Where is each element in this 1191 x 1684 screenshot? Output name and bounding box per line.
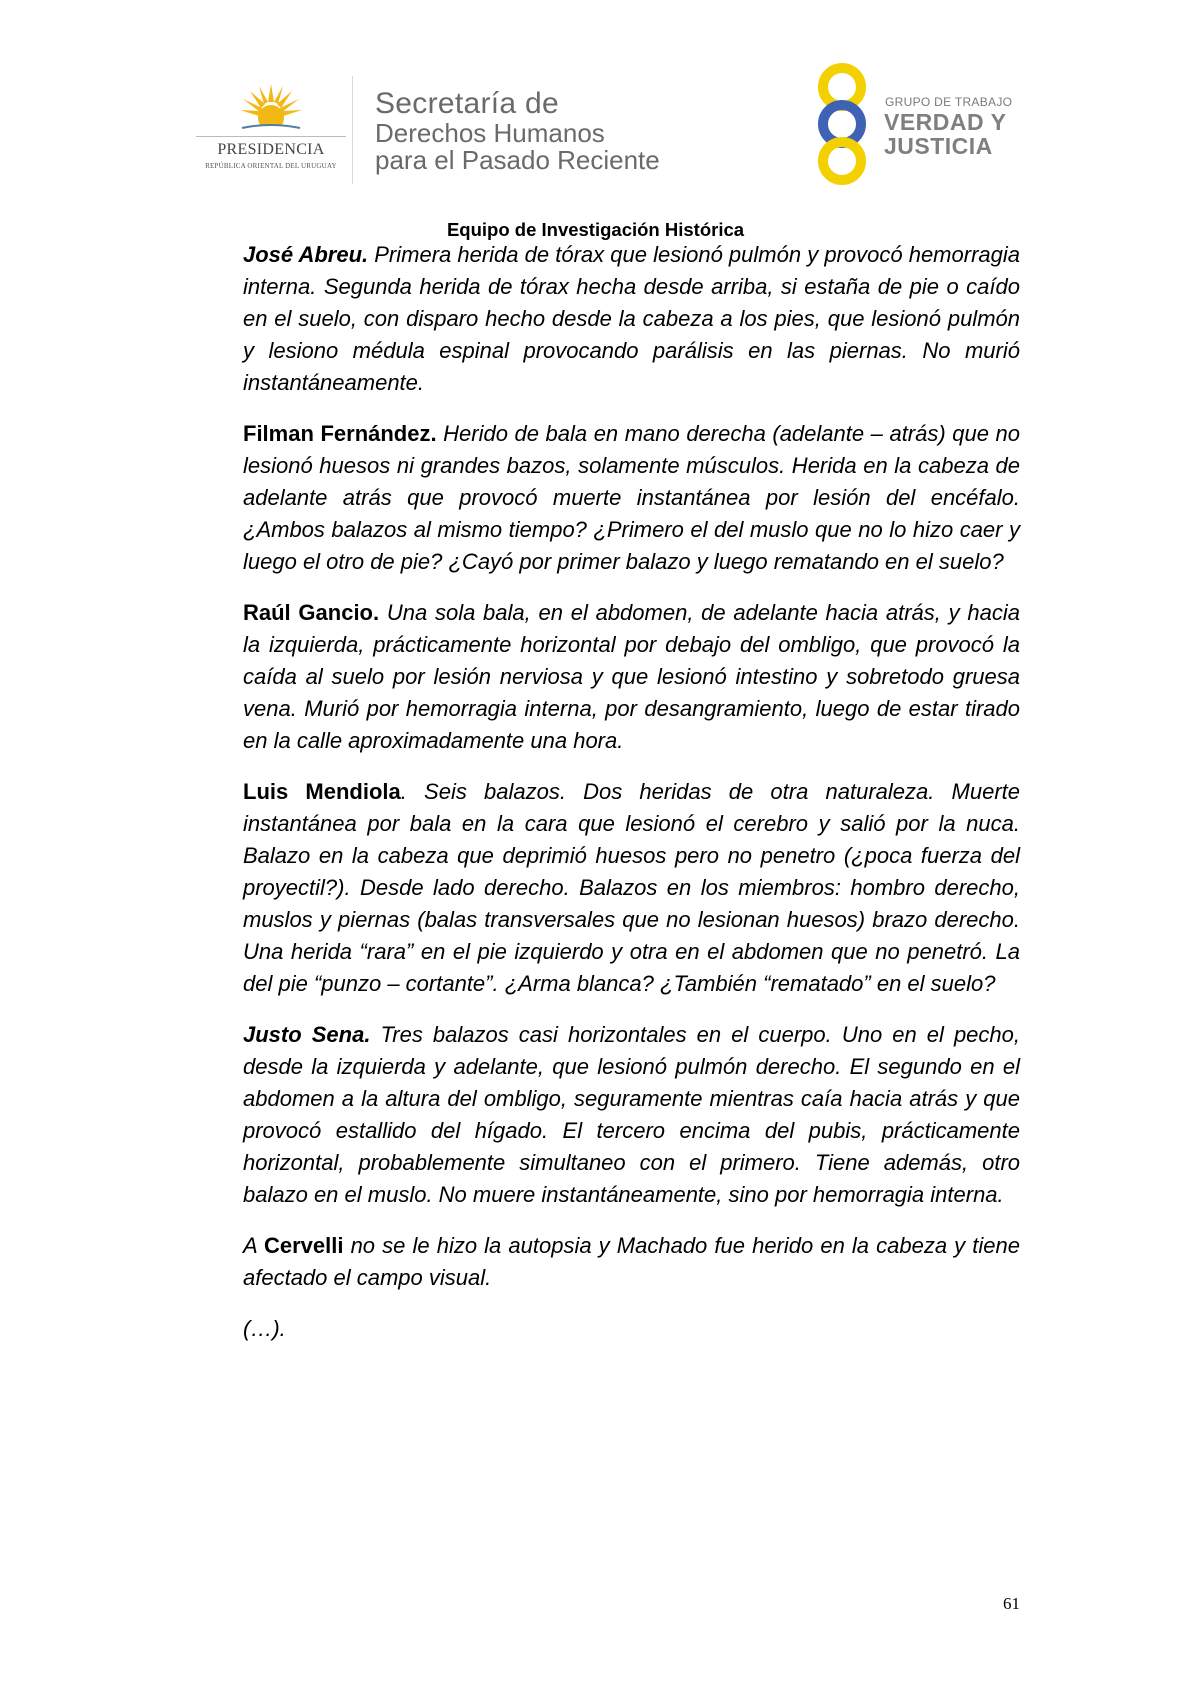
grupo-title-line-2: JUSTICIA (884, 133, 993, 159)
page-header (0, 0, 1191, 215)
page-number: 61 (1003, 1594, 1020, 1613)
person-name: Filman Fernández. (243, 421, 437, 446)
secretaria-logo (375, 88, 660, 174)
paragraph-fernandez (243, 418, 1020, 578)
paragraph-cervelli (243, 1230, 1020, 1294)
paragraph-mendiola (243, 776, 1020, 1000)
grupo-verdad-justicia-logo (807, 62, 1027, 187)
paragraph-text: no se le hizo la autopsia y Machado fue herido en la cabeza y tiene afectado el campo visual. (243, 1233, 1020, 1290)
person-name: Raúl Gancio. (243, 600, 380, 625)
paragraph-gancio (243, 597, 1020, 757)
grupo-title-line-1: VERDAD Y (884, 109, 1007, 135)
presidencia-logo (196, 82, 346, 182)
person-name: Luis Mendiola (243, 779, 401, 804)
linked-rings-icon (807, 62, 877, 187)
sun-icon (238, 82, 304, 136)
paragraph-text: Tres balazos casi horizontales en el cuerpo. Uno en el pecho, desde la izquierda y adelante, que lesionó pulmón derecho. El segundo en el abdomen a la altura del ombligo, seguramente mientras caía hacia atrás y que provocó estallido del hígado. El tercero encima del pubis, prácticamente horizontal, probablemente simultaneo con el primero. Tiene además, otro balazo en el muslo. No muere instantáneamente, sino por hemorragia interna. (243, 1022, 1020, 1207)
person-name: Justo Sena. (243, 1022, 371, 1047)
presidencia-name: PRESIDENCIA (217, 141, 325, 158)
person-name: Cervelli (263, 1233, 344, 1258)
secretaria-line-2: Derechos Humanos (375, 118, 605, 148)
paragraph-sena (243, 1019, 1020, 1211)
paragraph-prefix: A (243, 1233, 264, 1258)
document-body (243, 239, 1020, 1364)
presidencia-subtitle: REPÚBLICA ORIENTAL DEL URUGUAY (205, 162, 337, 170)
person-name: José Abreu. (243, 242, 369, 267)
paragraph-text: Una sola bala, en el abdomen, de adelante hacia atrás, y hacia la izquierda, prácticamente horizontal por debajo del ombligo, que provocó la caída al suelo por lesión nerviosa y que lesionó intestino y sobretodo gruesa vena. Murió por hemorragia interna, por desangramiento, luego de estar tirado en la calle aproximadamente una hora. (243, 600, 1020, 753)
paragraph-text: Herido de bala en mano derecha (adelante – atrás) que no lesionó huesos ni grandes bazos, solamente músculos. Herida en la cabeza de adelante atrás que provocó muerte instantánea por lesión del encéfalo. ¿Ambos balazos al mismo tiempo? ¿Primero el del muslo que no lo hizo caer y luego el otro de pie? ¿Cayó por primer balazo y luego rematando en el suelo? (243, 421, 1020, 574)
secretaria-line-3: para el Pasado Reciente (375, 145, 660, 175)
ellipsis: (…). (243, 1316, 286, 1341)
presidencia-divider (196, 136, 346, 137)
paragraph-text: Primera herida de tórax que lesionó pulmón y provocó hemorragia interna. Segunda herida de tórax hecha desde arriba, si estaña de pie o caído en el suelo, con disparo hecho desde la cabeza a los pies, que lesionó pulmón y lesiono médula espinal provocando parálisis en las piernas. No murió instantáneamente. (243, 242, 1020, 395)
header-separator (352, 76, 353, 184)
paragraph-abreu (243, 239, 1020, 399)
secretaria-line-1: Secretaría de (375, 87, 560, 120)
paragraph-text: . Seis balazos. Dos heridas de otra naturaleza. Muerte instantánea por bala en la cara que lesionó el cerebro y salió por la nuca. Balazo en la cabeza que deprimió huesos pero no penetro (¿poca fuerza del proyectil?). Desde lado derecho. Balazos en los miembros: hombro derecho, muslos y piernas (balas transversales que no lesionan huesos) brazo derecho. Una herida “rara” en el pie izquierdo y otra en el abdomen que no penetró. La del pie “punzo – cortante”. ¿Arma blanca? ¿También “rematado” en el suelo? (243, 779, 1020, 996)
team-title: Equipo de Investigación Histórica (446, 219, 745, 240)
grupo-small-label: GRUPO DE TRABAJO (885, 95, 1013, 109)
